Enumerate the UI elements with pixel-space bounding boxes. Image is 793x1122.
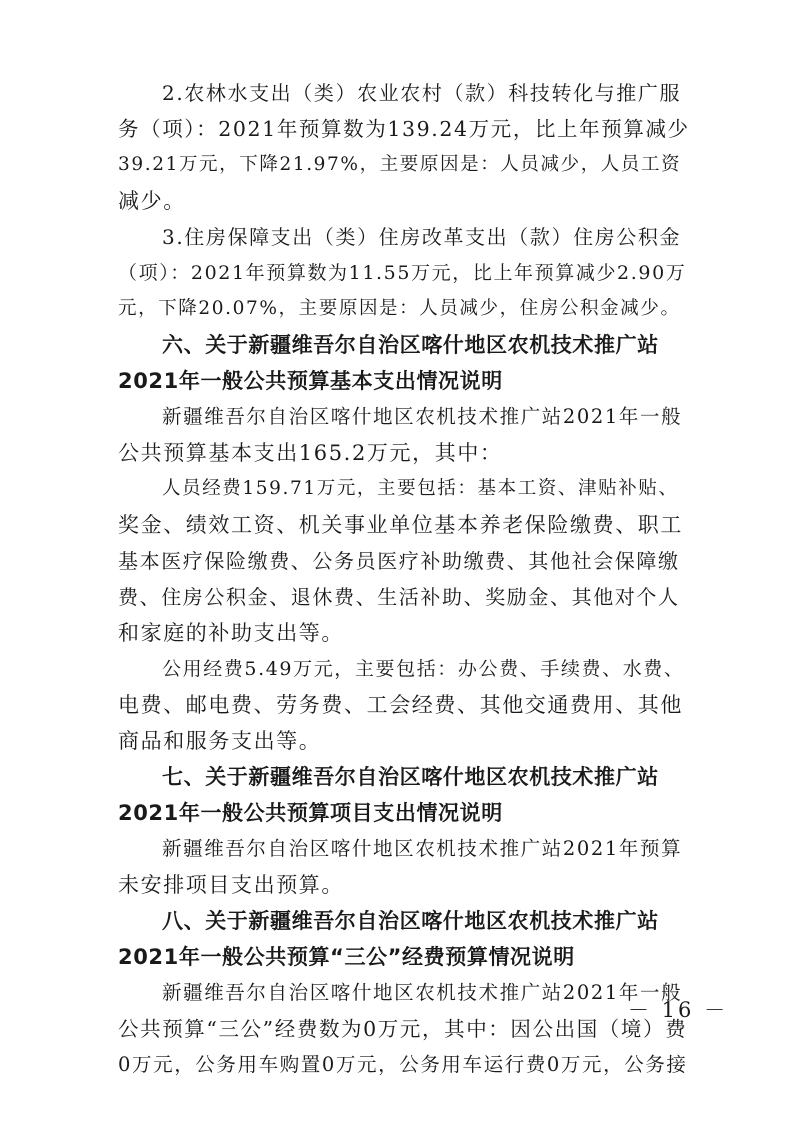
section-7-body-line-2: 未安排项目支出预算。 — [118, 873, 344, 897]
personnel-expense-line-4: 费、住房公积金、退休费、生活补助、奖励金、其他对个人 — [118, 585, 680, 609]
paragraph-item-2-line-4: 减少。 — [118, 189, 186, 213]
section-8-body-line-3: 0万元，公务用车购置0万元，公务用车运行费0万元，公务接 — [118, 1053, 688, 1076]
section-7-heading-line-1: 七、关于新疆维吾尔自治区喀什地区农机技术推广站 — [162, 765, 659, 789]
section-6-heading-line-2: 2021年一般公共预算基本支出情况说明 — [118, 369, 503, 393]
personnel-expense-line-2: 奖金、绩效工资、机关事业单位基本养老保险缴费、职工 — [118, 513, 683, 537]
personnel-expense-line-5: 和家庭的补助支出等。 — [118, 621, 344, 645]
paragraph-item-3-line-2: （项）：2021年预算数为11.55万元，比上年预算减少2.90万 — [118, 262, 687, 284]
section-8-body-line-1: 新疆维吾尔自治区喀什地区农机技术推广站2021年一般 — [162, 981, 683, 1004]
paragraph-item-2-line-3: 39.21万元，下降21.97%，主要原因是：人员减少，人员工资 — [118, 154, 682, 175]
section-8-heading-line-2: 2021年一般公共预算“三公”经费预算情况说明 — [118, 945, 575, 969]
public-expense-line-2: 电费、邮电费、劳务费、工会经费、其他交通费用、其他 — [118, 693, 683, 717]
paragraph-item-2-line-2: 务（项）：2021年预算数为139.24万元，比上年预算减少 — [118, 117, 690, 141]
section-6-intro-line-2: 公共预算基本支出165.2万元，其中： — [118, 441, 503, 465]
section-8-body-line-2: 公共预算“三公”经费数为0万元，其中：因公出国（境）费 — [118, 1017, 688, 1041]
page-number: － 16 － — [628, 998, 729, 1022]
section-7-body-line-1: 新疆维吾尔自治区喀什地区农机技术推广站2021年预算 — [162, 837, 683, 860]
section-6-heading-line-1: 六、关于新疆维吾尔自治区喀什地区农机技术推广站 — [162, 333, 659, 357]
public-expense-line-3: 商品和服务支出等。 — [118, 729, 322, 753]
personnel-expense-line-3: 基本医疗保险缴费、公务员医疗补助缴费、其他社会保障缴 — [118, 549, 680, 573]
section-7-heading-line-2: 2021年一般公共预算项目支出情况说明 — [118, 801, 503, 825]
paragraph-item-3-line-1: 3.住房保障支出（类）住房改革支出（款）住房公积金 — [162, 225, 682, 249]
paragraph-item-2-line-1: 2.农林水支出（类）农业农村（款）科技转化与推广服 — [162, 81, 682, 105]
public-expense-line-1: 公用经费5.49万元，主要包括：办公费、手续费、水费、 — [162, 658, 685, 680]
section-6-intro-line-1: 新疆维吾尔自治区喀什地区农机技术推广站2021年一般 — [162, 405, 683, 428]
paragraph-item-3-line-3: 元，下降20.07%，主要原因是：人员减少，住房公积金减少。 — [118, 298, 681, 319]
section-8-heading-line-1: 八、关于新疆维吾尔自治区喀什地区农机技术推广站 — [162, 909, 659, 933]
personnel-expense-line-1: 人员经费159.71万元，主要包括：基本工资、津贴补贴、 — [162, 478, 679, 499]
